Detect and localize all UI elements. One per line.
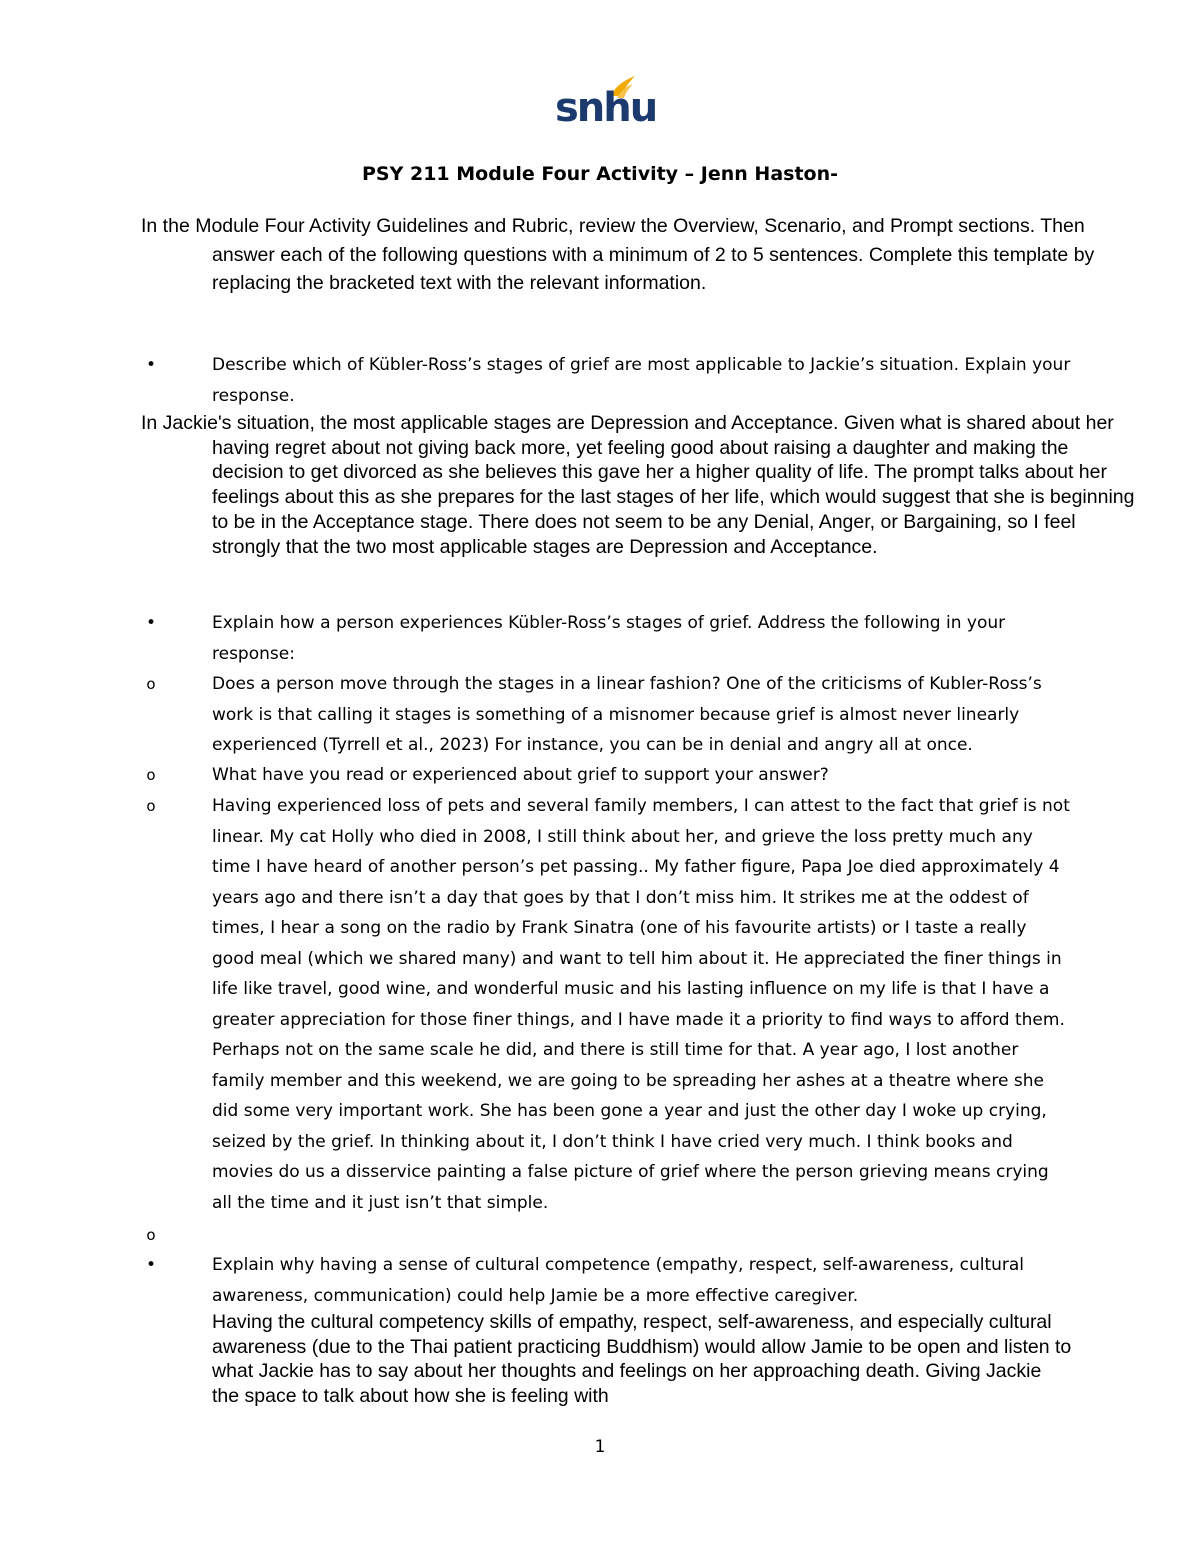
sub-bullet-mark: o <box>146 1226 156 1244</box>
sub-item-experience <box>141 791 1071 1218</box>
question-2-item <box>141 608 1071 669</box>
page-number: 1 <box>594 1437 606 1457</box>
snhu-logo <box>555 74 657 134</box>
bullet-mark: • <box>145 1255 157 1275</box>
sub-bullet-mark: o <box>146 675 156 693</box>
question-3-text: Explain why having a sense of cultural competence (empathy, respect, self-awareness, cultural awareness, communication) could help Jamie be a more effective caregiver. <box>212 1255 1025 1306</box>
bullet-mark: • <box>145 355 157 375</box>
sub-item-linear-text: Does a person move through the stages in a linear fashion? One of the criticisms of Kubler-Ross’s work is that calling it stages is something of a misnomer because grief is almost never linearly experienced (Tyrrell et al., 2023) For instance, you can be in denial and angry all at once. <box>212 674 1042 755</box>
bullet-mark: • <box>145 613 157 633</box>
answer-3-paragraph: Having the cultural competency skills of empathy, respect, self-awareness, and especially cultural awareness (due to the Thai patient practicing Buddhism) would allow Jamie to be open and listen to what Jackie has to say about her thoughts and feelings on her approaching death. Giving Jackie the space to talk about how she is feeling with <box>212 1311 1072 1408</box>
sub-item-experience-text: Having experienced loss of pets and several family members, I can attest to the fact that grief is not linear. My cat Holly who died in 2008, I still think about her, and grieve the loss pretty much any time I have heard of another person’s pet passing.. My father figure, Papa Joe died approximately 4 years ago and there isn’t a day that goes by that I don’t miss him. It strikes me at the oddest of times, I hear a song on the radio by Frank Sinatra (one of his favourite artists) or I taste a really good meal (which we shared many) and want to tell him about it. He appreciated the finer things in life like travel, good wine, and wonderful music and his lasting influence on my life is that I have a greater appreciation for those finer things, and I have made it a priority to find ways to afford them. Perhaps not on the same scale he did, and there is still time for that. A year ago, I lost another family member and this weekend, we are going to be spreading her ashes at a theatre where she did some very important work. She has been gone a year and just the other day I woke up crying, seized by the grief. In thinking about it, I don’t think I have cried very much. I think books and movies do us a disservice painting a false picture of grief where the person grieving means crying all the time and it just isn’t that simple. <box>212 796 1070 1213</box>
sub-bullet-mark: o <box>146 797 156 815</box>
answer-1-paragraph: In Jackie's situation, the most applicable stages are Depression and Acceptance. Given what is shared about her having regret about not giving back more, yet feeling good about raising a daughter and making the decision to get divorced as she believes this gave her a higher quality of life. The prompt talks about her feelings about this as she prepares for the last stages of her life, which would suggest that she is beginning to be in the Acceptance stage. There does not seem to be any Denial, Anger, or Bargaining, so I feel strongly that the two most applicable stages are Depression and Acceptance. <box>141 412 1135 558</box>
sub-item-read <box>141 760 1071 791</box>
question-1-text: Describe which of Kübler-Ross’s stages of grief are most applicable to Jackie’s situation. Explain your response. <box>212 355 1071 406</box>
question-1-item <box>141 350 1071 411</box>
question-2-text: Explain how a person experiences Kübler-Ross’s stages of grief. Address the following in your response: <box>212 613 1006 664</box>
sub-item-read-text: What have you read or experienced about grief to support your answer? <box>212 765 829 785</box>
question-3-item <box>141 1250 1071 1311</box>
document-title: PSY 211 Module Four Activity – Jenn Haston- <box>362 163 838 185</box>
sub-item-linear <box>141 669 1071 761</box>
logo-text: snhu <box>555 85 657 131</box>
sub-bullet-mark: o <box>146 766 156 784</box>
intro-paragraph: In the Module Four Activity Guidelines and Rubric, review the Overview, Scenario, and Prompt sections. Then answer each of the following questions with a minimum of 2 to 5 sentences. Complete this template by replacing the bracketed text with the relevant information. <box>141 215 1095 294</box>
